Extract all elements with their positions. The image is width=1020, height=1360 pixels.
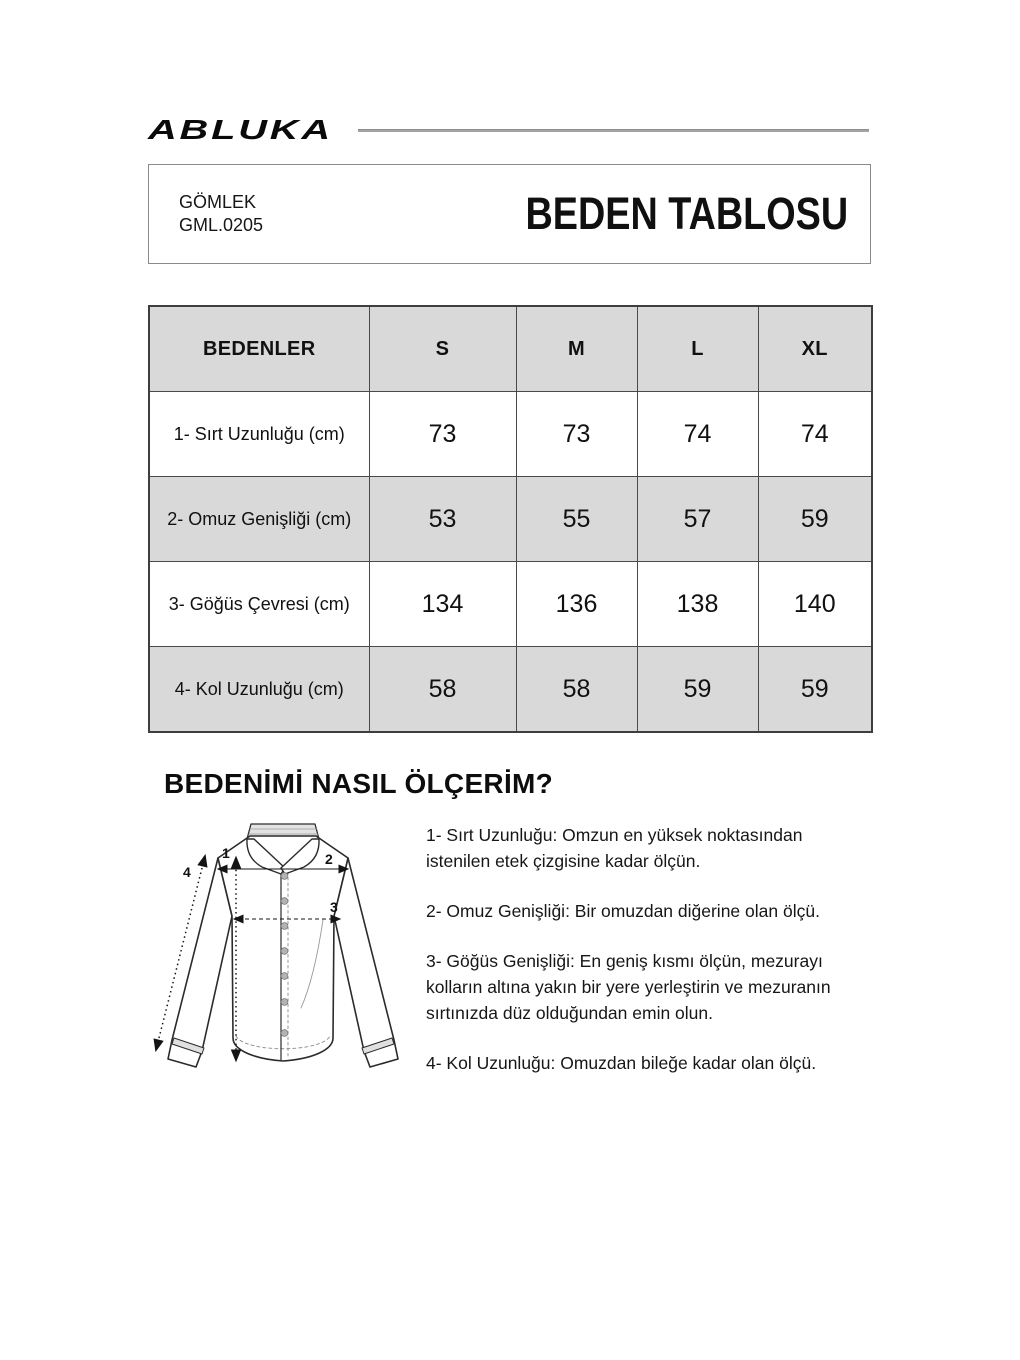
- cell-value: 59: [758, 647, 872, 733]
- diagram-label-chest: 3: [330, 899, 338, 915]
- measurement-instructions: [426, 822, 858, 1100]
- size-table-header-row: [149, 306, 872, 392]
- size-table: [148, 305, 873, 733]
- instruction-back-length: 1- Sırt Uzunluğu: Omzun en yüksek noktasından istenilen etek çizgisine kadar ölçün.: [426, 825, 803, 871]
- cell-value: 53: [369, 477, 516, 562]
- row-label: 1- Sırt Uzunluğu (cm): [149, 392, 369, 477]
- row-label: 4- Kol Uzunluğu (cm): [149, 647, 369, 733]
- cell-value: 73: [369, 392, 516, 477]
- cell-value: 138: [637, 562, 758, 647]
- header-box: [148, 164, 871, 264]
- cell-value: 58: [369, 647, 516, 733]
- brand-divider-line: [358, 129, 869, 132]
- column-header-s: S: [369, 306, 516, 392]
- diagram-label-sleeve: 4: [183, 864, 191, 880]
- column-header-xl: XL: [758, 306, 872, 392]
- cell-value: 57: [637, 477, 758, 562]
- cell-value: 55: [516, 477, 637, 562]
- instruction-sleeve: 4- Kol Uzunluğu: Omuzdan bileğe kadar olan ölçü.: [426, 1053, 817, 1073]
- table-row-chest: [149, 562, 872, 647]
- right-sleeve: [334, 858, 398, 1067]
- brand-logo: ABLUKA: [148, 114, 333, 145]
- column-header-l: L: [637, 306, 758, 392]
- brand-row: [148, 112, 871, 152]
- product-info: [179, 191, 263, 237]
- cell-value: 58: [516, 647, 637, 733]
- row-label: 3- Göğüs Çevresi (cm): [149, 562, 369, 647]
- cell-value: 74: [758, 392, 872, 477]
- instruction-chest: 3- Göğüs Genişliği: En geniş kısmı ölçün, mezurayı kolların altına yakın bir yere yerleştirin ve mezuranın sırtınızda düz olduğundan emin olun.: [426, 951, 831, 1023]
- shirt-diagram-icon: [150, 812, 420, 1084]
- column-header-m: M: [516, 306, 637, 392]
- product-code: GML.0205: [179, 215, 264, 235]
- cell-value: 134: [369, 562, 516, 647]
- diagram-label-back-length: 1: [222, 845, 230, 861]
- cell-value: 73: [516, 392, 637, 477]
- size-chart-title: BEDEN TABLOSU: [525, 188, 848, 239]
- diagram-label-shoulder: 2: [325, 851, 333, 867]
- instruction-shoulder: 2- Omuz Genişliği: Bir omuzdan diğerine olan ölçü.: [426, 901, 820, 921]
- column-header-bedenler: BEDENLER: [149, 306, 369, 392]
- cell-value: 59: [637, 647, 758, 733]
- product-type: GÖMLEK: [179, 192, 257, 212]
- left-sleeve: [168, 858, 232, 1067]
- cell-value: 74: [637, 392, 758, 477]
- guide-heading: BEDENİMİ NASIL ÖLÇERİM?: [164, 768, 554, 799]
- cell-value: 59: [758, 477, 872, 562]
- table-row-sleeve-length: [149, 647, 872, 733]
- table-row-back-length: [149, 392, 872, 477]
- cell-value: 136: [516, 562, 637, 647]
- table-row-shoulder-width: [149, 477, 872, 562]
- row-label: 2- Omuz Genişliği (cm): [149, 477, 369, 562]
- cell-value: 140: [758, 562, 872, 647]
